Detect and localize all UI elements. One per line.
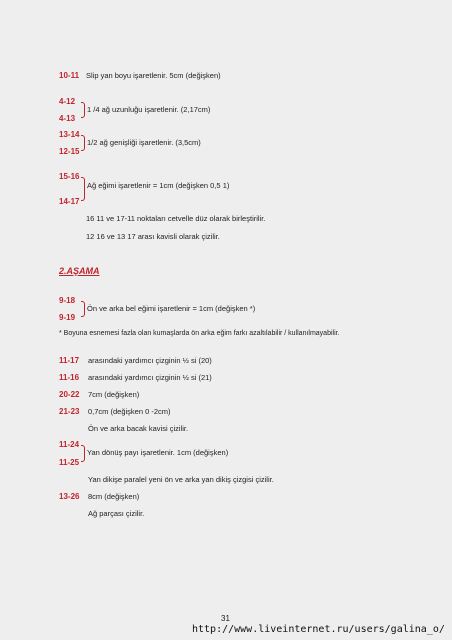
instruction-text: Slip yan boyu işaretlenir. 5cm (değişken) <box>86 71 221 80</box>
instruction-text: Yan dönüş payı işaretlenir. 1cm (değişken) <box>87 448 229 457</box>
point-code: 13-14 <box>59 130 80 139</box>
instruction-text: 1/2 ağ genişliği işaretlenir. (3,5cm) <box>87 138 201 147</box>
instruction-text: 7cm (değişken) <box>88 390 140 399</box>
instruction-note: Yan dikişe paralel yeni ön ve arka yan dikiş çizgisi çizilir. <box>88 475 274 484</box>
point-code: 9-18 <box>59 296 76 305</box>
point-code: 11-25 <box>59 458 80 467</box>
point-code: 13-26 <box>59 492 80 501</box>
instruction-text: arasındaki yardımcı çizginin ½ si (20) <box>88 356 212 365</box>
point-code: 11-24 <box>59 440 80 449</box>
section-heading: 2.AŞAMA <box>59 266 100 276</box>
footnote: * Boyuna esnemesi fazla olan kumaşlarda ön arka eğim farkı azaltılabilir / kullanılmayabilir. <box>59 330 340 337</box>
point-code: 4-13 <box>59 114 76 123</box>
instruction-note: 16 11 ve 17-11 noktaları cetvelle düz olarak birleştirilir. <box>86 214 266 223</box>
point-code: 4-12 <box>59 97 76 106</box>
point-code: 21-23 <box>59 407 80 416</box>
instruction-text: Ön ve arka bel eğimi işaretlenir = 1cm (değişken *) <box>87 304 256 313</box>
point-code: 14-17 <box>59 197 80 206</box>
watermark-url: http://www.liveinternet.ru/users/galina_o/ <box>192 624 445 635</box>
point-code: 11-17 <box>59 356 80 365</box>
bracket-connector <box>81 301 85 317</box>
point-code: 10-11 <box>59 71 80 80</box>
instruction-text: 1 /4 ağ uzunluğu işaretlenir. (2,17cm) <box>87 105 211 114</box>
bracket-connector <box>81 135 85 151</box>
point-code: 12-15 <box>59 147 80 156</box>
point-code: 9-19 <box>59 313 76 322</box>
bracket-connector <box>81 102 85 118</box>
point-code: 11-16 <box>59 373 80 382</box>
bracket-connector <box>81 177 85 201</box>
instruction-note: Ön ve arka bacak kavisi çizilir. <box>88 424 189 433</box>
page-number: 31 <box>221 614 230 623</box>
instruction-note: Ağ parçası çizilir. <box>88 509 145 518</box>
instruction-text: 8cm (değişken) <box>88 492 140 501</box>
bracket-connector <box>81 445 85 462</box>
instruction-text: arasındaki yardımcı çizginin ½ si (21) <box>88 373 212 382</box>
instruction-text: Ağ eğimi işaretlenir = 1cm (değişken 0,5 1) <box>87 181 230 190</box>
point-code: 15-16 <box>59 172 80 181</box>
instruction-text: 0,7cm (değişken 0 -2cm) <box>88 407 171 416</box>
point-code: 20-22 <box>59 390 80 399</box>
instruction-note: 12 16 ve 13 17 arası kavisli olarak çizilir. <box>86 232 220 241</box>
